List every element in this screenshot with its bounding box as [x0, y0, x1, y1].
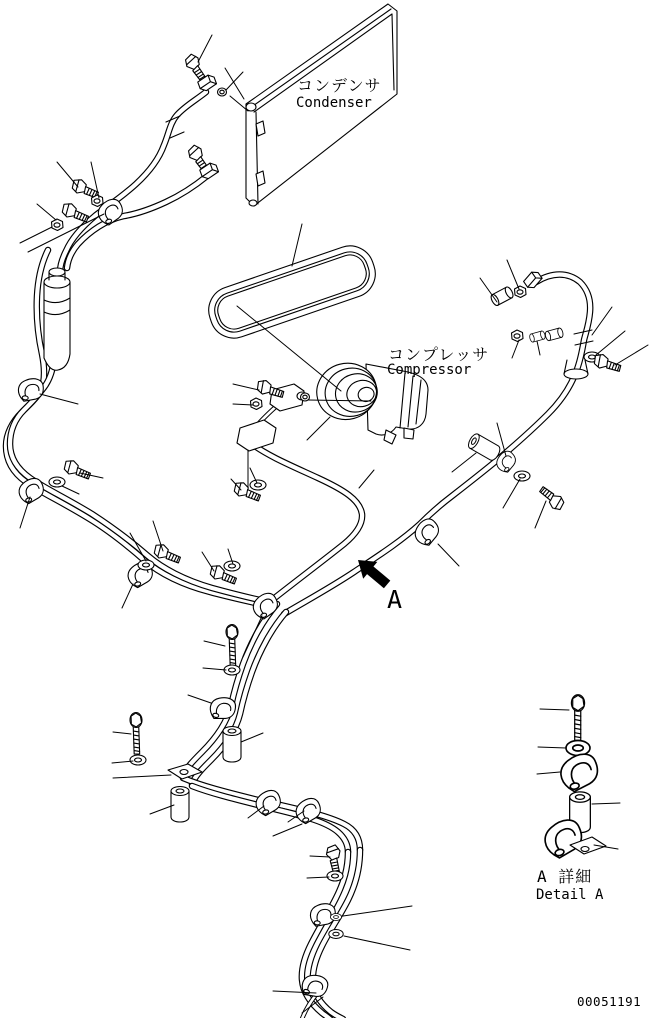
view-arrow-a — [351, 552, 402, 614]
washer-icon — [330, 914, 341, 921]
bolt-icon — [62, 458, 92, 480]
hose-right — [284, 275, 590, 615]
washer-icon — [327, 871, 343, 881]
nut-icon — [52, 219, 64, 231]
detail-title-jp: A 詳細 — [537, 867, 593, 886]
detail-washer-icon — [566, 741, 590, 756]
clamp-icon — [17, 377, 44, 402]
bolt-icon — [130, 712, 143, 754]
compressor-label-en: Compressor — [387, 362, 472, 378]
washer-icon — [49, 477, 65, 487]
view-arrow-label: A — [387, 585, 403, 614]
nut-icon — [251, 398, 263, 410]
sleeve-icon — [466, 432, 502, 462]
condenser-label-en: Condenser — [296, 95, 372, 111]
hose-fitting-icon — [522, 269, 544, 290]
condenser-label-jp: コンデンサ — [297, 76, 382, 95]
washer-icon — [329, 930, 343, 939]
nut-icon — [92, 195, 104, 207]
detail-bolt-icon — [571, 695, 584, 741]
washer-icon — [514, 471, 530, 481]
clamp-icon — [410, 516, 444, 549]
nut-icon — [512, 330, 524, 342]
right-tube-fittings — [166, 116, 593, 379]
bolt-icon — [60, 201, 90, 223]
compressor-label-jp: コンプレッサ — [388, 345, 490, 364]
spacer-icon — [171, 787, 189, 823]
bolt-icon — [325, 844, 346, 874]
oring-icon — [218, 88, 227, 96]
washer-icon — [138, 560, 154, 570]
spacer-icon — [223, 727, 241, 763]
detail-clamp-upper-icon — [558, 752, 601, 794]
detail-a-view — [536, 695, 620, 903]
receiver-drier — [44, 268, 70, 370]
bolt-icon — [536, 485, 566, 512]
plug-fitting-icon — [544, 327, 563, 341]
hose-bundle-lower — [183, 778, 360, 852]
washer-icon — [130, 755, 146, 765]
drawing-number: 00051191 — [577, 994, 642, 1009]
detail-title-en: Detail A — [536, 887, 604, 903]
bolt-icon — [226, 624, 239, 666]
washer-icon — [250, 480, 266, 490]
nut-icon — [515, 286, 527, 298]
drive-belt — [202, 239, 382, 344]
